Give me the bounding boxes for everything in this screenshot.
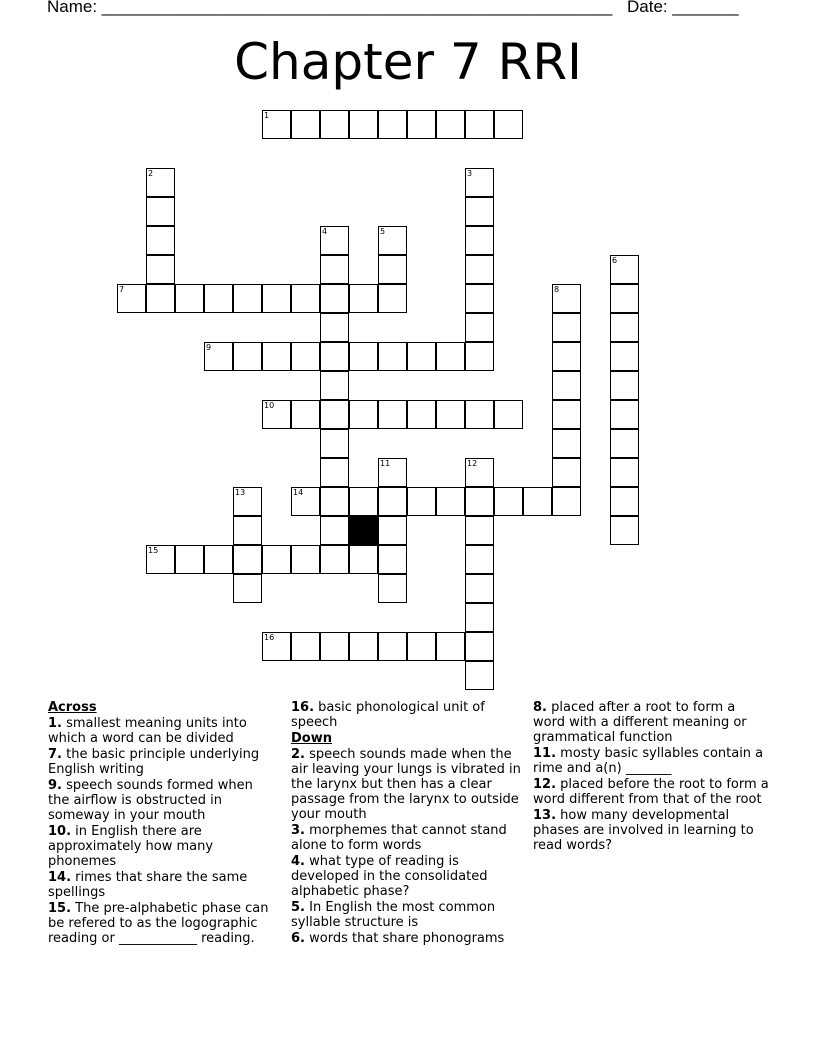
- crossword-cell[interactable]: [320, 429, 349, 458]
- crossword-cell[interactable]: [378, 226, 407, 255]
- crossword-cell[interactable]: [175, 284, 204, 313]
- crossword-cell[interactable]: [320, 110, 349, 139]
- crossword-cell[interactable]: [291, 487, 320, 516]
- crossword-cell[interactable]: [378, 255, 407, 284]
- crossword-cell[interactable]: [233, 487, 262, 516]
- date-field-label: Date: _______: [627, 0, 739, 16]
- clues-column-3: [533, 700, 769, 854]
- crossword-cell[interactable]: [378, 342, 407, 371]
- crossword-cell[interactable]: [349, 632, 378, 661]
- crossword-cell[interactable]: [465, 545, 494, 574]
- crossword-cell[interactable]: [378, 284, 407, 313]
- clue-down-12: 12. placed before the root to form a word different from that of the root: [533, 777, 769, 807]
- crossword-cell[interactable]: [494, 110, 523, 139]
- crossword-cell[interactable]: [320, 458, 349, 487]
- clue-number: 8: [554, 285, 560, 294]
- crossword-cell[interactable]: [378, 632, 407, 661]
- clue-number: 15: [148, 546, 159, 555]
- crossword-cell[interactable]: [378, 487, 407, 516]
- crossword-cell[interactable]: [291, 545, 320, 574]
- crossword-cell[interactable]: [378, 458, 407, 487]
- crossword-cell[interactable]: [610, 487, 639, 516]
- crossword-cell[interactable]: [436, 110, 465, 139]
- down-heading: Down: [291, 731, 332, 746]
- clue-number: 7: [119, 285, 125, 294]
- clue-across-1: 1. smallest meaning units into which a word can be divided: [48, 716, 247, 746]
- crossword-cell[interactable]: [320, 313, 349, 342]
- clue-number: 13: [235, 488, 246, 497]
- crossword-cell[interactable]: [146, 255, 175, 284]
- crossword-cell[interactable]: [465, 110, 494, 139]
- across-heading: Across: [48, 700, 97, 715]
- clue-number: 5: [380, 227, 386, 236]
- crossword-cell[interactable]: [436, 487, 465, 516]
- crossword-cell[interactable]: [465, 342, 494, 371]
- crossword-cell[interactable]: [552, 458, 581, 487]
- crossword-cell[interactable]: [146, 284, 175, 313]
- crossword-cell[interactable]: [610, 342, 639, 371]
- clue-across-14: 14. rimes that share the same spellings: [48, 870, 248, 900]
- crossword-cell[interactable]: [349, 110, 378, 139]
- crossword-cell[interactable]: [465, 197, 494, 226]
- crossword-cell[interactable]: [436, 400, 465, 429]
- clue-down-2: 2. speech sounds made when the air leaving your lungs is vibrated in the larynx but then has a clear passage from the larynx to outside your mouth: [291, 747, 521, 822]
- crossword-cell[interactable]: [291, 284, 320, 313]
- crossword-cell[interactable]: [349, 284, 378, 313]
- crossword-cell[interactable]: [349, 400, 378, 429]
- crossword-cell[interactable]: [436, 632, 465, 661]
- crossword-cell[interactable]: [407, 632, 436, 661]
- crossword-cell[interactable]: [610, 458, 639, 487]
- crossword-cell[interactable]: [262, 342, 291, 371]
- crossword-cell[interactable]: [320, 342, 349, 371]
- crossword-cell[interactable]: [204, 284, 233, 313]
- crossword-cell[interactable]: [320, 255, 349, 284]
- clue-number: 14: [293, 488, 304, 497]
- clue-down-11: 11. mosty basic syllables contain a rime and a(n) _______: [533, 746, 764, 776]
- clue-across-10: 10. in English there are approximately how many phonemes: [48, 824, 214, 869]
- crossword-cell[interactable]: [233, 545, 262, 574]
- crossword-cell[interactable]: [407, 400, 436, 429]
- crossword-cell[interactable]: [146, 226, 175, 255]
- crossword-cell[interactable]: [175, 545, 204, 574]
- crossword-cell[interactable]: [436, 342, 465, 371]
- crossword-cell[interactable]: [465, 661, 494, 690]
- crossword-cell[interactable]: [146, 197, 175, 226]
- crossword-cell[interactable]: [465, 226, 494, 255]
- clue-down-8: 8. placed after a root to form a word with a different meaning or grammatical function: [533, 700, 747, 745]
- crossword-cell[interactable]: [262, 110, 291, 139]
- name-field-label: Name: ______________________________________________________: [47, 0, 613, 16]
- clue-number: 1: [264, 111, 270, 120]
- crossword-cell[interactable]: [262, 400, 291, 429]
- crossword-cell[interactable]: [320, 516, 349, 545]
- crossword-cell[interactable]: [610, 371, 639, 400]
- crossword-cell[interactable]: [233, 574, 262, 603]
- crossword-cell[interactable]: [610, 429, 639, 458]
- crossword-cell[interactable]: [407, 487, 436, 516]
- crossword-cell[interactable]: [552, 429, 581, 458]
- clue-across-15: 15. The pre-alphabetic phase can be refered to as the logographic reading or ____________ reading.: [48, 901, 269, 946]
- crossword-cell[interactable]: [320, 632, 349, 661]
- crossword-cell[interactable]: [349, 545, 378, 574]
- clue-down-6: 6. words that share phonograms: [291, 931, 505, 946]
- crossword-cell[interactable]: [233, 516, 262, 545]
- crossword-cell[interactable]: [465, 632, 494, 661]
- page-title: Chapter 7 RRI: [234, 33, 582, 91]
- black-square: [349, 516, 378, 545]
- crossword-cell[interactable]: [378, 574, 407, 603]
- crossword-cell[interactable]: [465, 516, 494, 545]
- crossword-cell[interactable]: [291, 110, 320, 139]
- crossword-cell[interactable]: [465, 487, 494, 516]
- crossword-cell[interactable]: [349, 342, 378, 371]
- clue-number: 12: [467, 459, 478, 468]
- crossword-cell[interactable]: [610, 400, 639, 429]
- clue-number: 2: [148, 169, 154, 178]
- clue-number: 4: [322, 227, 328, 236]
- crossword-cell[interactable]: [291, 342, 320, 371]
- crossword-cell[interactable]: [233, 284, 262, 313]
- crossword-cell[interactable]: [465, 313, 494, 342]
- clue-number: 11: [380, 459, 391, 468]
- crossword-cell[interactable]: [349, 487, 378, 516]
- crossword-cell[interactable]: [552, 487, 581, 516]
- clue-number: 16: [264, 633, 275, 642]
- crossword-cell[interactable]: [465, 255, 494, 284]
- crossword-cell[interactable]: [320, 371, 349, 400]
- clue-number: 9: [206, 343, 212, 352]
- crossword-cell[interactable]: [204, 342, 233, 371]
- crossword-cell[interactable]: [407, 342, 436, 371]
- clue-down-3: 3. morphemes that cannot stand alone to form words: [291, 823, 507, 853]
- crossword-cell[interactable]: [610, 255, 639, 284]
- crossword-cell[interactable]: [262, 284, 291, 313]
- crossword-cell[interactable]: [320, 487, 349, 516]
- clue-down-13: 13. how many developmental phases are involved in learning to read words?: [533, 808, 754, 853]
- crossword-cell[interactable]: [465, 458, 494, 487]
- crossword-cell[interactable]: [378, 545, 407, 574]
- crossword-cell[interactable]: [291, 632, 320, 661]
- crossword-cell[interactable]: [233, 342, 262, 371]
- crossword-cell[interactable]: [407, 110, 436, 139]
- clue-down-5: 5. In English the most common syllable structure is: [291, 900, 496, 930]
- crossword-cell[interactable]: [610, 313, 639, 342]
- crossword-cell[interactable]: [291, 400, 320, 429]
- crossword-cell[interactable]: [494, 487, 523, 516]
- crossword-cell[interactable]: [552, 313, 581, 342]
- crossword-cell[interactable]: [204, 545, 233, 574]
- crossword-cell[interactable]: [262, 545, 291, 574]
- crossword-cell[interactable]: [262, 632, 291, 661]
- crossword-cell[interactable]: [465, 168, 494, 197]
- crossword-cell[interactable]: [523, 487, 552, 516]
- crossword-cell[interactable]: [552, 342, 581, 371]
- crossword-cell[interactable]: [552, 371, 581, 400]
- clues-column-2: [291, 700, 525, 947]
- clue-number: 6: [612, 256, 618, 265]
- crossword-cell[interactable]: [610, 516, 639, 545]
- clue-across-16: 16. basic phonological unit of speech: [291, 700, 485, 730]
- crossword-cell[interactable]: [465, 284, 494, 313]
- clues-column-1: [48, 700, 276, 947]
- crossword-cell[interactable]: [465, 400, 494, 429]
- crossword-cell[interactable]: [378, 400, 407, 429]
- crossword-cell[interactable]: [320, 545, 349, 574]
- crossword-cell[interactable]: [146, 545, 175, 574]
- clue-down-4: 4. what type of reading is developed in the consolidated alphabetic phase?: [291, 854, 488, 899]
- clue-number: 10: [264, 401, 275, 410]
- crossword-cell[interactable]: [465, 574, 494, 603]
- crossword-cell[interactable]: [320, 284, 349, 313]
- clue-number: 3: [467, 169, 473, 178]
- crossword-cell[interactable]: [610, 284, 639, 313]
- crossword-cell[interactable]: [146, 168, 175, 197]
- crossword-cell[interactable]: [552, 284, 581, 313]
- crossword-cell[interactable]: [320, 400, 349, 429]
- crossword-cell[interactable]: [117, 284, 146, 313]
- clue-across-9: 9. speech sounds formed when the airflow is obstructed in someway in your mouth: [48, 778, 253, 823]
- crossword-cell[interactable]: [494, 400, 523, 429]
- crossword-cell[interactable]: [320, 226, 349, 255]
- crossword-cell[interactable]: [378, 516, 407, 545]
- crossword-cell[interactable]: [378, 110, 407, 139]
- crossword-cell[interactable]: [465, 603, 494, 632]
- clue-across-7: 7. the basic principle underlying English writing: [48, 747, 260, 777]
- crossword-cell[interactable]: [552, 400, 581, 429]
